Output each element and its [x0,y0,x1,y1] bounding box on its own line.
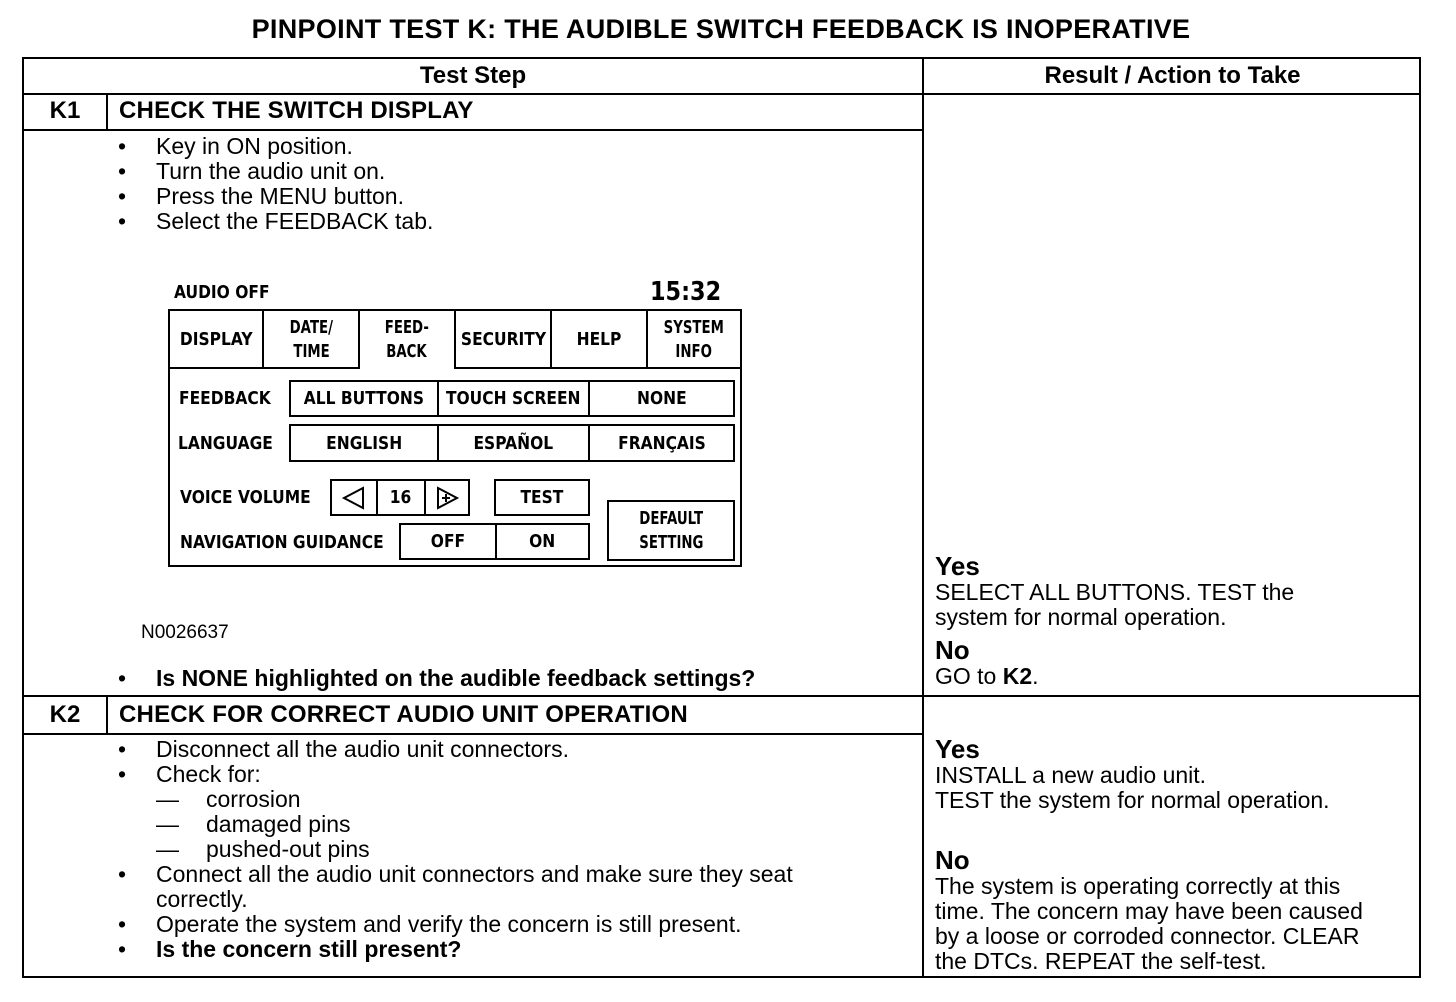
no-action: the DTCs. REPEAT the self-test. [935,948,1267,974]
header-result: Result / Action to Take [1044,62,1301,89]
tab-system-info: SYSTEM INFO [663,317,725,362]
audio-status-label: AUDIO OFF [174,282,270,303]
option-on: ON [529,531,556,552]
screen-frame [168,309,742,567]
option-none: NONE [636,388,687,409]
k1-question [118,666,755,691]
k1-step-list [118,134,433,234]
yes-label: Yes [935,551,980,581]
voice-volume-stepper [330,479,470,516]
tab-help: HELP [552,311,648,369]
no-action: time. The concern may have been caused [935,898,1363,924]
option-espanol: ESPAÑOL [439,426,590,460]
k2-result [935,735,1363,974]
divider [106,93,108,129]
feedback-screen-figure [168,277,742,567]
divider [922,59,924,978]
tab-feedback: FEED- BACK [360,311,456,369]
nav-guidance-options [399,523,590,560]
yes-action: TEST the system for normal operation. [935,787,1330,813]
clock-readout: 15:32 [650,277,722,307]
list-item: — damaged pins [156,811,351,837]
option-francais: FRANÇAIS [617,432,706,454]
list-item: • Check for: [118,761,261,787]
pinpoint-test-table [22,57,1421,978]
list-item: — pushed-out pins [156,836,370,862]
volume-down-icon [332,481,378,514]
no-label: No [935,635,970,665]
no-action: by a loose or corroded connector. CLEAR [935,923,1360,949]
default-setting-label: DEFAULT SETTING [638,507,704,553]
step-id-k2: K2 [49,701,81,728]
language-options [289,424,735,462]
volume-value: 16 [378,481,426,514]
feedback-label: FEEDBACK [179,388,271,409]
list-item: • Is NONE highlighted on the audible feedback settings? [118,665,756,691]
yes-label: Yes [935,734,980,764]
divider [456,367,742,369]
voice-volume-label: VOICE VOLUME [180,487,311,508]
option-all-buttons: ALL BUTTONS [291,382,439,415]
list-item: • Operate the system and verify the concern is still present. [118,911,742,937]
test-button-label: TEST [520,487,564,508]
list-item: • Connect all the audio unit connectors and make sure they seat [118,861,793,887]
header-test-step: Test Step [419,62,527,89]
divider [24,733,922,735]
volume-up-icon [426,481,468,514]
list-item: — corrosion [156,786,301,812]
no-action: GO to K2. [935,663,1039,689]
divider [24,695,1421,697]
step-id-k1: K1 [49,97,81,124]
no-label: No [935,845,970,875]
test-button [494,479,590,516]
tab-date-time: DATE/ TIME [264,311,360,369]
divider [24,129,922,131]
nav-guidance-label: NAVIGATION GUIDANCE [180,532,384,553]
option-english: ENGLISH [291,426,439,460]
default-setting-button [607,500,735,561]
figure-id: N0026637 [141,622,229,643]
step-title-k1: CHECK THE SWITCH DISPLAY [119,97,474,124]
list-item: • Press the MENU button. [118,183,404,209]
list-item: • Key in ON position. [118,133,353,159]
k2-step-list [118,737,793,962]
yes-action: system for normal operation. [935,604,1227,630]
page-title: PINPOINT TEST K: THE AUDIBLE SWITCH FEEDBACK IS INOPERATIVE [251,14,1191,44]
divider [24,93,1421,95]
yes-action: INSTALL a new audio unit. [935,762,1207,788]
feedback-options [289,380,735,417]
yes-action: SELECT ALL BUTTONS. TEST the [935,579,1295,605]
list-item: • Select the FEEDBACK tab. [118,208,434,234]
no-action: The system is operating correctly at this [935,873,1341,899]
tab-display: DISPLAY [170,311,264,369]
list-item: • Turn the audio unit on. [118,158,386,184]
step-title-k2: CHECK FOR CORRECT AUDIO UNIT OPERATION [119,701,688,728]
list-item-continuation: correctly. [156,886,248,912]
list-item: • Is the concern still present? [118,936,462,962]
option-off: OFF [401,525,497,558]
divider [106,695,108,733]
k1-result [935,552,1294,689]
option-touch-screen: TOUCH SCREEN [439,382,590,415]
divider [170,367,360,369]
language-label: LANGUAGE [178,433,273,454]
list-item: • Disconnect all the audio unit connectors. [118,736,569,762]
tab-security: SECURITY [456,311,552,369]
